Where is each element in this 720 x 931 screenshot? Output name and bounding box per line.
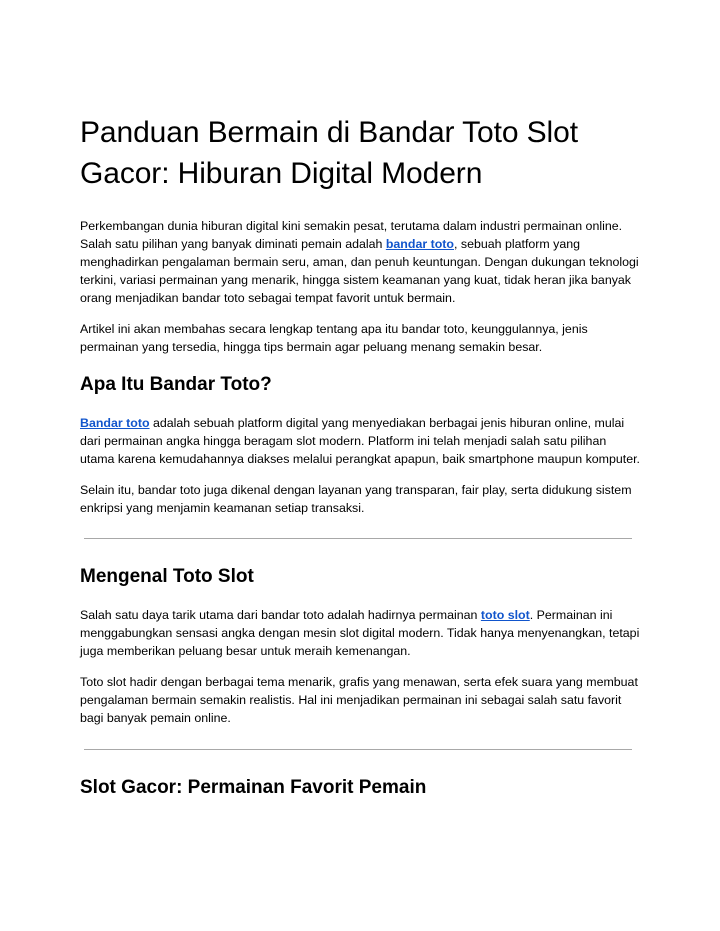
section-heading-mengenal-toto-slot: Mengenal Toto Slot — [80, 566, 254, 587]
page-title: Panduan Bermain di Bandar Toto Slot Gacor: Hiburan Digital Modern — [80, 116, 578, 190]
section1-paragraph-2: Selain itu, bandar toto juga dikenal dengan layanan yang transparan, fair play, serta didukung sistem enkripsi yang menjamin keamanan setiap transaksi. — [80, 483, 632, 515]
section1-p1-text-after: adalah sebuah platform digital yang menyediakan berbagai jenis hiburan online, mulai dari permainan angka hingga beragam slot modern. Platform ini telah menjadi salah satu pilihan utama karena kemudahannya diakses melalui perangkat apapun, baik smartphone maupun komputer. — [80, 416, 640, 466]
bandar-toto-link[interactable]: bandar toto — [385, 237, 454, 251]
section2-paragraph-2: Toto slot hadir dengan berbagai tema menarik, grafis yang menawan, serta efek suara yang membuat pengalaman bermain semakin realistis. Hal ini menjadikan permainan ini sebagai salah satu favorit bagi banyak pemain online. — [80, 675, 638, 725]
section2-paragraph-1 — [80, 606, 640, 660]
intro-paragraph-1 — [80, 217, 640, 307]
toto-slot-link[interactable]: toto slot — [480, 608, 530, 622]
section-heading-apa-itu-bandar-toto: Apa Itu Bandar Toto? — [80, 374, 272, 395]
horizontal-divider — [84, 749, 632, 750]
intro-paragraph-2: Artikel ini akan membahas secara lengkap tentang apa itu bandar toto, keunggulannya, jenis permainan yang tersedia, hingga tips bermain agar peluang menang semakin besar. — [80, 322, 588, 354]
section2-p1-text-after: . Permainan ini menggabungkan sensasi angka dengan mesin slot digital modern. Tidak hanya menyenangkan, tetapi juga memberikan peluang besar untuk meraih kemenangan. — [80, 608, 640, 658]
section-heading-slot-gacor: Slot Gacor: Permainan Favorit Pemain — [80, 777, 427, 798]
section1-paragraph-1 — [80, 414, 640, 468]
section2-p1-text-before: Salah satu daya tarik utama dari bandar toto adalah hadirnya permainan — [80, 608, 481, 622]
horizontal-divider — [84, 538, 632, 539]
bandar-toto-link-section1[interactable]: Bandar toto — [80, 416, 150, 430]
intro-p1-text-before: Perkembangan dunia hiburan digital kini semakin pesat, terutama dalam industri permainan online. Salah satu pilihan yang banyak diminati pemain adalah — [80, 219, 623, 251]
intro-p1-text-after: , sebuah platform yang menghadirkan pengalaman bermain seru, aman, dan penuh keuntungan. Dengan dukungan teknologi terkini, variasi permainan yang menarik, hingga sistem keamanan yang kuat, tidak heran jika banyak orang menjadikan bandar toto sebagai tempat favorit untuk bermain. — [80, 237, 639, 305]
